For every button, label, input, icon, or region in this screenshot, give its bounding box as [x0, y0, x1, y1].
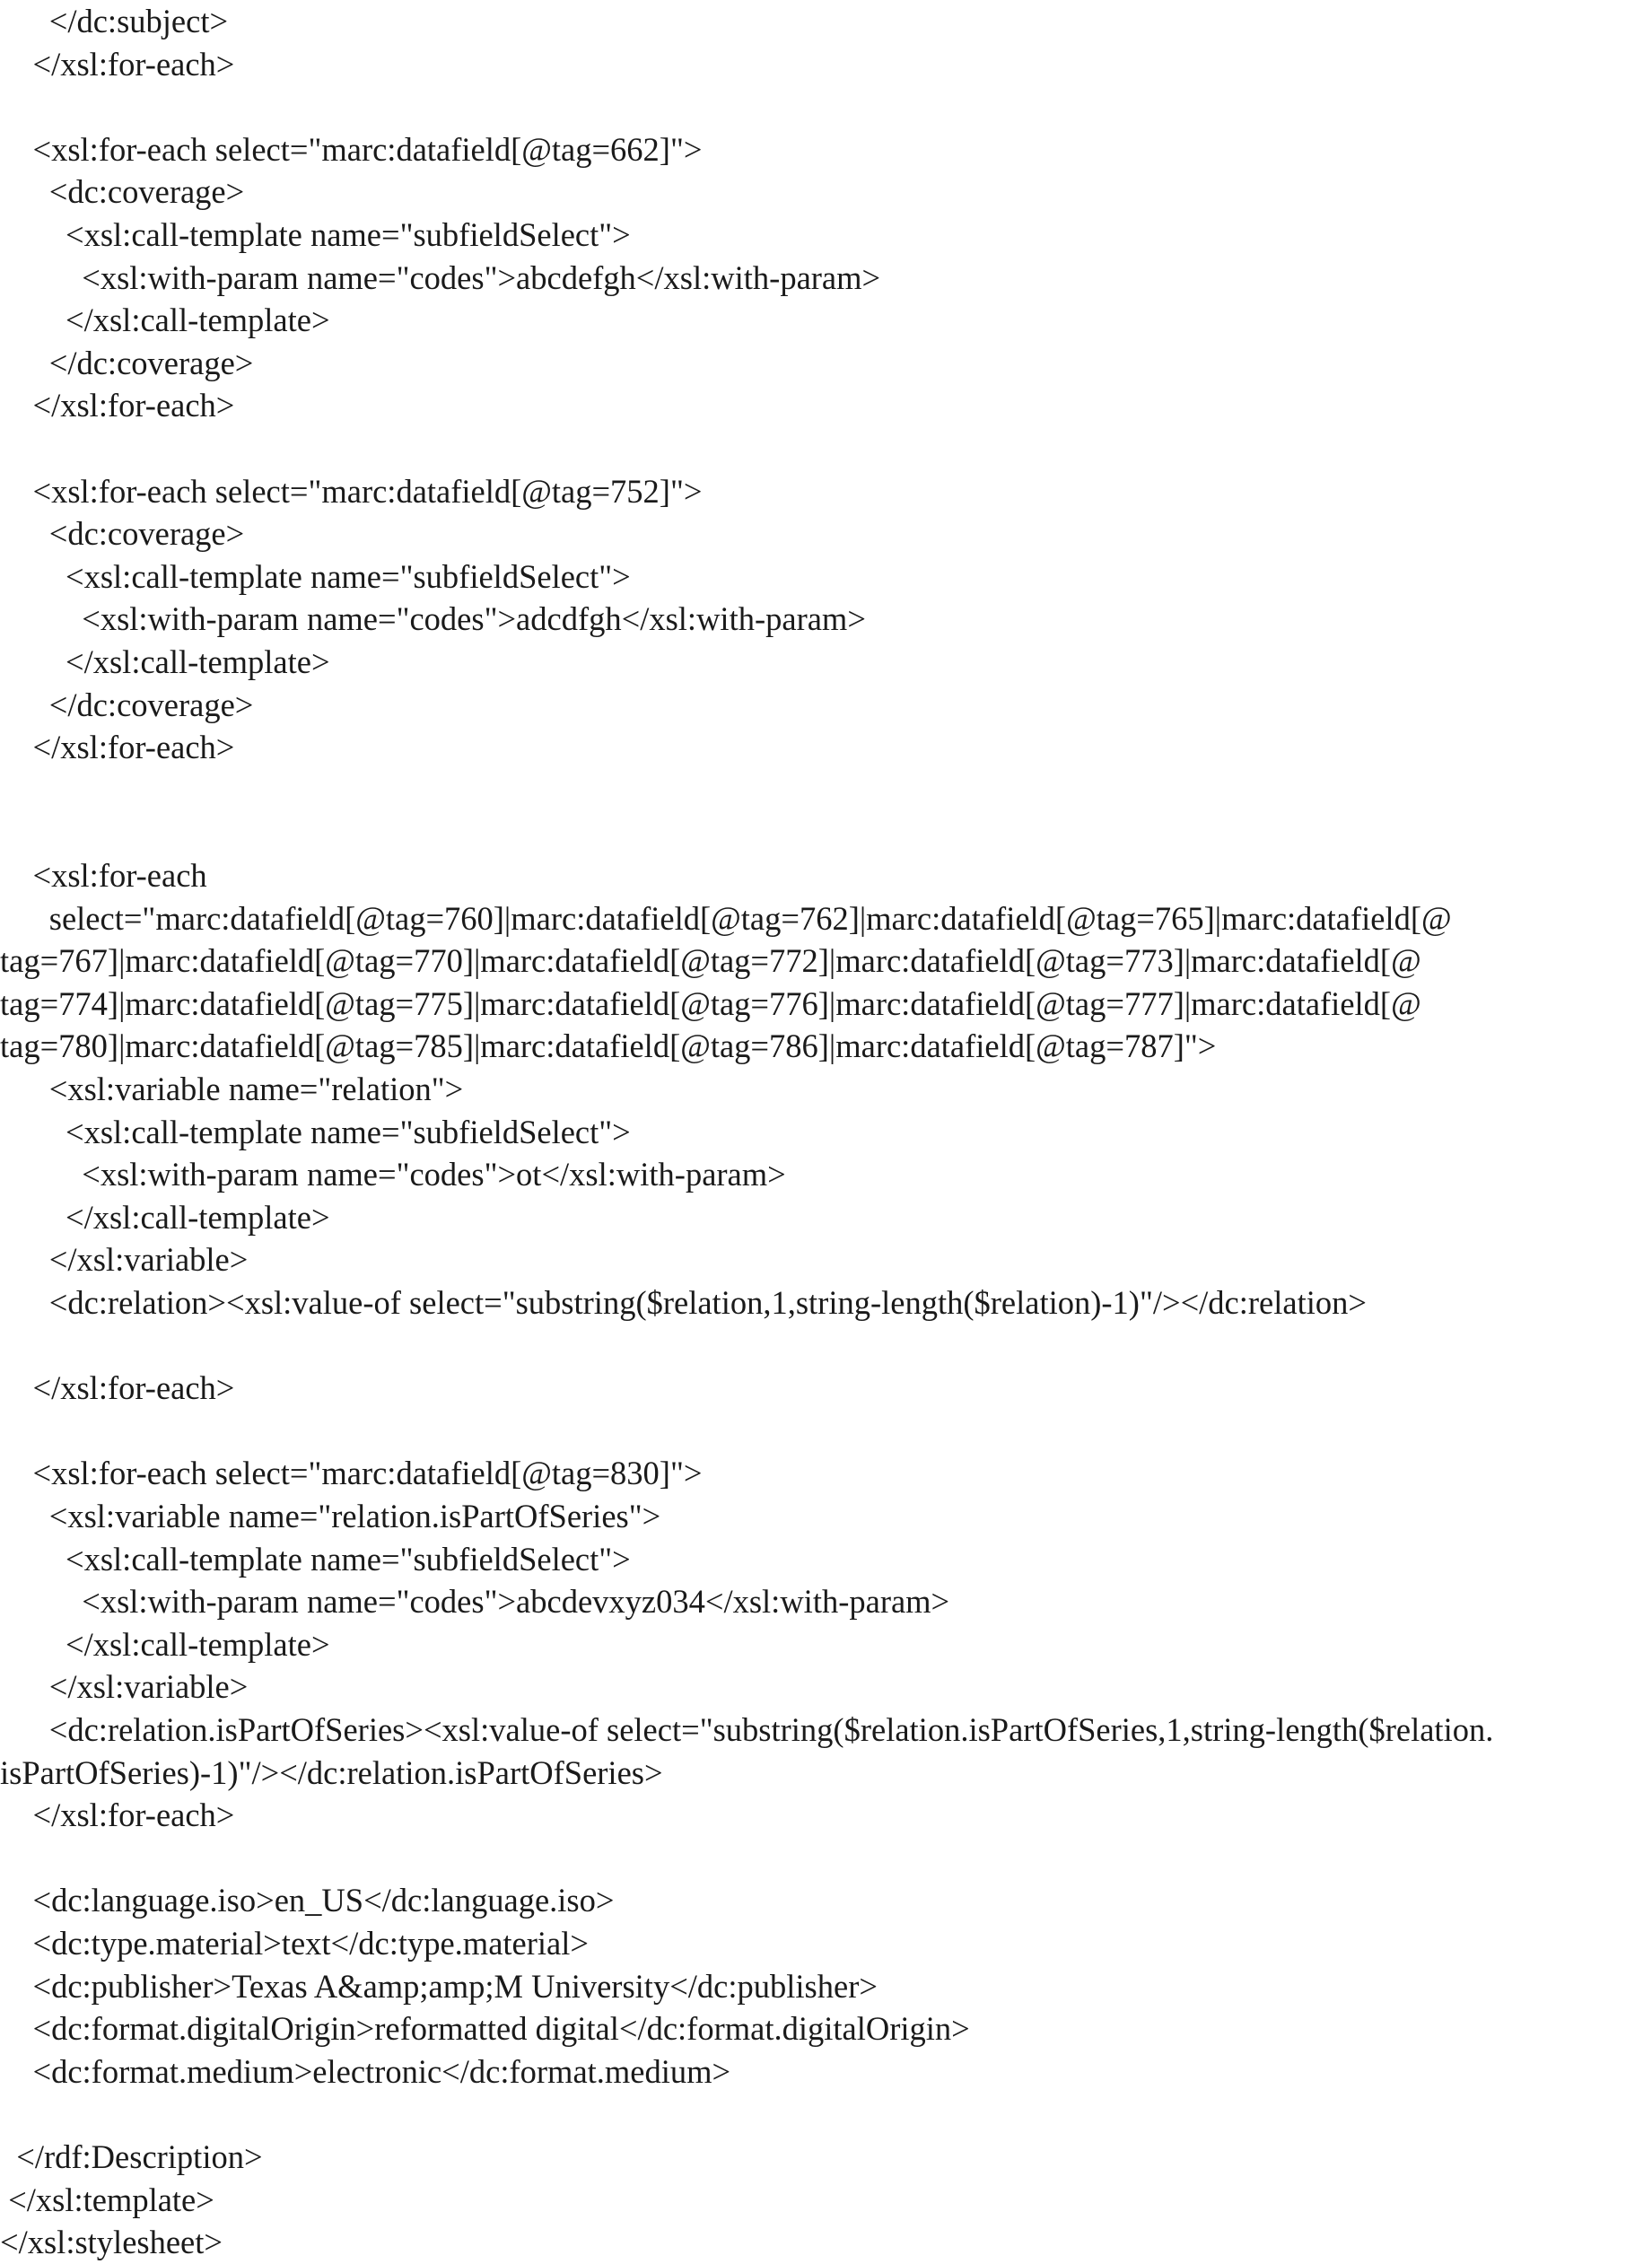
code-line: <xsl:for-each select="marc:datafield[@tag=662]"> — [0, 130, 703, 168]
code-line: </xsl:for-each> — [0, 1796, 235, 1834]
code-line: <dc:coverage> — [0, 173, 245, 211]
code-line: <xsl:call-template name="subfieldSelect"> — [0, 1540, 631, 1578]
code-line: <xsl:for-each — [0, 857, 207, 894]
code-line: </xsl:variable> — [0, 1668, 249, 1706]
code-line: <dc:relation><xsl:value-of select="substring($relation,1,string-length($relation)-1)"/></dc:relation> — [0, 1284, 1367, 1321]
code-line: </xsl:call-template> — [0, 1198, 330, 1236]
code-line: tag=774]|marc:datafield[@tag=775]|marc:datafield[@tag=776]|marc:datafield[@tag=777]|marc:datafield[@ — [0, 984, 1421, 1022]
code-line: <xsl:call-template name="subfieldSelect"> — [0, 557, 631, 595]
code-line: </xsl:variable> — [0, 1241, 249, 1279]
code-line: tag=767]|marc:datafield[@tag=770]|marc:datafield[@tag=772]|marc:datafield[@tag=773]|marc:datafield[@ — [0, 942, 1421, 980]
code-line: <xsl:for-each select="marc:datafield[@tag=830]"> — [0, 1455, 703, 1492]
code-line: </xsl:for-each> — [0, 1369, 235, 1407]
code-line: <xsl:with-param name="codes">adcdfgh</xsl:with-param> — [0, 600, 866, 638]
code-line: <xsl:variable name="relation.isPartOfSeries"> — [0, 1498, 661, 1534]
code-line: </rdf:Description> — [0, 2138, 263, 2175]
code-line: </xsl:call-template> — [0, 643, 330, 680]
code-line: <dc:format.medium>electronic</dc:format.medium> — [0, 2052, 731, 2090]
code-line: <xsl:call-template name="subfieldSelect"> — [0, 216, 631, 253]
code-line: </xsl:stylesheet> — [0, 2224, 223, 2261]
code-line: </xsl:for-each> — [0, 45, 235, 83]
code-line: </xsl:call-template> — [0, 1625, 330, 1663]
code-line: <dc:coverage> — [0, 515, 245, 553]
code-line: <dc:language.iso>en_US</dc:language.iso> — [0, 1882, 615, 1919]
code-line: </dc:coverage> — [0, 344, 254, 381]
code-line: </xsl:for-each> — [0, 729, 235, 766]
code-line: <dc:relation.isPartOfSeries><xsl:value-of select="substring($relation.isPartOfSeries,1,string-length($relation. — [0, 1711, 1494, 1748]
code-line: <xsl:call-template name="subfieldSelect"> — [0, 1113, 631, 1150]
code-line: <xsl:with-param name="codes">abcdefgh</xsl:with-param> — [0, 258, 881, 296]
code-line: </xsl:template> — [0, 2181, 214, 2218]
code-line: tag=780]|marc:datafield[@tag=785]|marc:datafield[@tag=786]|marc:datafield[@tag=787]"> — [0, 1027, 1217, 1065]
code-line: </dc:coverage> — [0, 686, 254, 723]
code-line: <xsl:variable name="relation"> — [0, 1071, 464, 1107]
code-line: <dc:type.material>text</dc:type.material> — [0, 1925, 589, 1962]
code-line: select="marc:datafield[@tag=760]|marc:datafield[@tag=762]|marc:datafield[@tag=765]|marc:datafield[@ — [0, 899, 1452, 937]
code-line: </xsl:for-each> — [0, 387, 235, 424]
code-line: </dc:subject> — [0, 3, 229, 39]
code-line: </xsl:call-template> — [0, 302, 330, 339]
code-line: <xsl:with-param name="codes">ot</xsl:with-param> — [0, 1156, 786, 1193]
code-line: <dc:publisher>Texas A&amp;amp;M University</dc:publisher> — [0, 1967, 878, 2005]
code-line: <xsl:for-each select="marc:datafield[@tag=752]"> — [0, 472, 703, 510]
code-line: isPartOfSeries)-1)"/></dc:relation.isPartOfSeries> — [0, 1753, 663, 1791]
code-line: <dc:format.digitalOrigin>reformatted digital</dc:format.digitalOrigin> — [0, 2010, 970, 2048]
code-line: <xsl:with-param name="codes">abcdevxyz034</xsl:with-param> — [0, 1583, 950, 1621]
